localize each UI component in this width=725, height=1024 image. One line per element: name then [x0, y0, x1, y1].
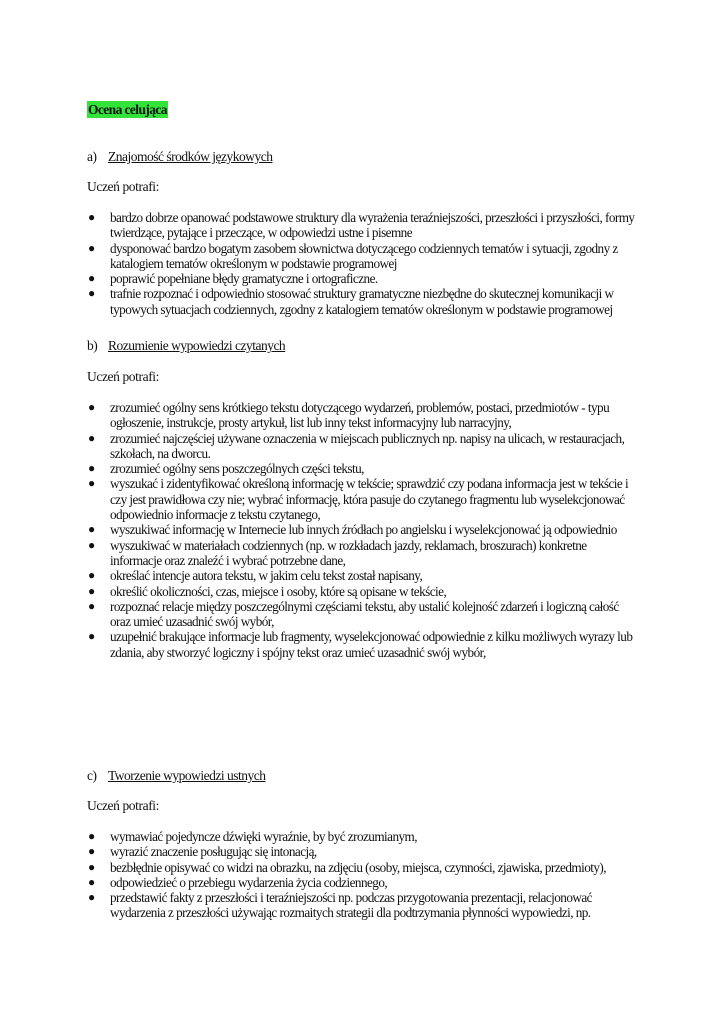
- grade-heading: Ocena celująca: [88, 102, 167, 117]
- bullet-icon: ●: [88, 430, 95, 445]
- bullet-icon: ●: [88, 286, 95, 301]
- bullet-icon: ●: [88, 859, 95, 874]
- list-item: ● określić okoliczności, czas, miejsce i osoby, które są opisane w tekście,: [88, 583, 447, 599]
- bullet-icon: ●: [88, 874, 95, 889]
- bullet-icon: ●: [88, 568, 95, 583]
- list-item: ● zrozumieć najczęściej używane oznaczenia w miejscach publicznych np. napisy na ulicach, w restauracjach, szkołach, na dworcu.: [88, 430, 625, 461]
- list-item: ● bezbłędnie opisywać co widzi na obrazku, na zdjęciu (osoby, miejsca, czynności, zjawiska, przedmioty),: [88, 859, 606, 875]
- bullet-icon: ●: [88, 844, 95, 859]
- list-item: ● wyszukiwać w materiałach codziennych (np. w rozkładach jazdy, reklamach, broszurach) konkretne informacje oraz znaleźć i wybrać potrzebne dane,: [88, 537, 587, 568]
- list-item: ● zrozumieć ogólny sens krótkiego tekstu dotyczącego wydarzeń, problemów, postaci, przedmiotów - typu ogłoszenie, instrukcje, prosty artykuł, list lub inny tekst informacyjny lub narracyjny,: [88, 400, 610, 431]
- list-item: ● zrozumieć ogólny sens poszczególnych części tekstu,: [88, 461, 364, 477]
- section-a-intro: Uczeń potrafi:: [87, 179, 159, 194]
- bullet-icon: ●: [88, 461, 95, 476]
- section-b-letter: b): [87, 338, 98, 353]
- bullet-icon: ●: [88, 598, 95, 613]
- section-a-title: Znajomość środków językowych: [108, 149, 273, 164]
- section-b-title: Rozumienie wypowiedzi czytanych: [108, 338, 286, 353]
- bullet-icon: ●: [88, 271, 95, 286]
- list-item: ● uzupełnić brakujące informacje lub fragmenty, wyselekcjonować odpowiednie z kilku możliwych wyrazy lub zdania, aby stworzyć logiczny i spójny tekst oraz umieć uzasadnić swój wybór,: [88, 629, 633, 660]
- section-b-list: [0, 400, 640, 660]
- list-item: ● przedstawić fakty z przeszłości i teraźniejszości np. podczas przygotowania prezentacji, relacjonować wydarzenia z przeszłości używając rozmaitych strategii dla podtrzymania płynności wypowiedzi, np.: [88, 890, 592, 921]
- list-item: ● wyrazić znaczenie posługując się intonacją,: [88, 844, 317, 860]
- list-item: ● trafnie rozpoznać i odpowiednio stosować struktury gramatyczne niezbędne do skutecznej komunikacji w typowych sytuacjach codziennych, zgodny z katalogiem tematów określonym w podstawie programowej: [88, 286, 614, 317]
- bullet-icon: ●: [88, 537, 95, 552]
- bullet-icon: ●: [88, 522, 95, 537]
- section-a-list: [0, 210, 640, 317]
- list-item: ● bardzo dobrze opanować podstawowe struktury dla wyrażenia teraźniejszości, przeszłości i przyszłości, formy twierdzące, pytające i przeczące, w odpowiedzi ustne i pisemne: [88, 210, 635, 241]
- bullet-icon: ●: [88, 583, 95, 598]
- section-a-heading: [87, 149, 272, 165]
- bullet-icon: ●: [88, 240, 95, 255]
- section-c-title: Tworzenie wypowiedzi ustnych: [108, 768, 266, 783]
- list-item: ● wyszukiwać informację w Internecie lub innych źródłach po angielsku i wyselekcjonować ją odpowiednio: [88, 522, 617, 538]
- section-b-heading: [87, 338, 285, 354]
- list-item: ● dysponować bardzo bogatym zasobem słownictwa dotyczącego codziennych tematów i sytuacji, zgodny z katalogiem tematów określonym w podstawie programowej: [88, 240, 618, 271]
- bullet-icon: ●: [88, 400, 95, 414]
- list-item: ● wyszukać i zidentyfikować określoną informację w tekście; sprawdzić czy podana informacja jest w tekście i czy jest prawidłowa czy nie; wybrać informację, która pasuje do czytanego fragmentu lub wyselekcjonować odpowiednio informacje z tekstu czytanego,: [88, 476, 629, 523]
- bullet-icon: ●: [88, 629, 95, 644]
- section-c-list: [0, 829, 640, 921]
- list-item: ● wymawiać pojedyncze dźwięki wyraźnie, by być zrozumianym,: [88, 829, 417, 844]
- list-item: ● rozpoznać relacje między poszczególnymi częściami tekstu, aby ustalić kolejność zdarzeń i logiczną całość oraz umieć uzasadnić swój wybór,: [88, 598, 619, 630]
- section-a-letter: a): [87, 149, 97, 164]
- bullet-icon: ●: [88, 476, 95, 491]
- section-c-heading: [87, 768, 266, 784]
- list-item: ● odpowiedzieć o przebiegu wydarzenia życia codziennego,: [88, 874, 388, 890]
- section-c-letter: c): [87, 768, 97, 783]
- bullet-icon: ●: [88, 890, 95, 905]
- section-b-intro: Uczeń potrafi:: [87, 369, 159, 384]
- list-item: ● poprawić popełniane błędy gramatyczne i ortograficzne.: [88, 271, 378, 287]
- section-c-intro: Uczeń potrafi:: [87, 798, 159, 813]
- list-item: ● określać intencje autora tekstu, w jakim celu tekst został napisany,: [88, 568, 423, 584]
- bullet-icon: ●: [88, 210, 95, 224]
- bullet-icon: ●: [88, 829, 95, 843]
